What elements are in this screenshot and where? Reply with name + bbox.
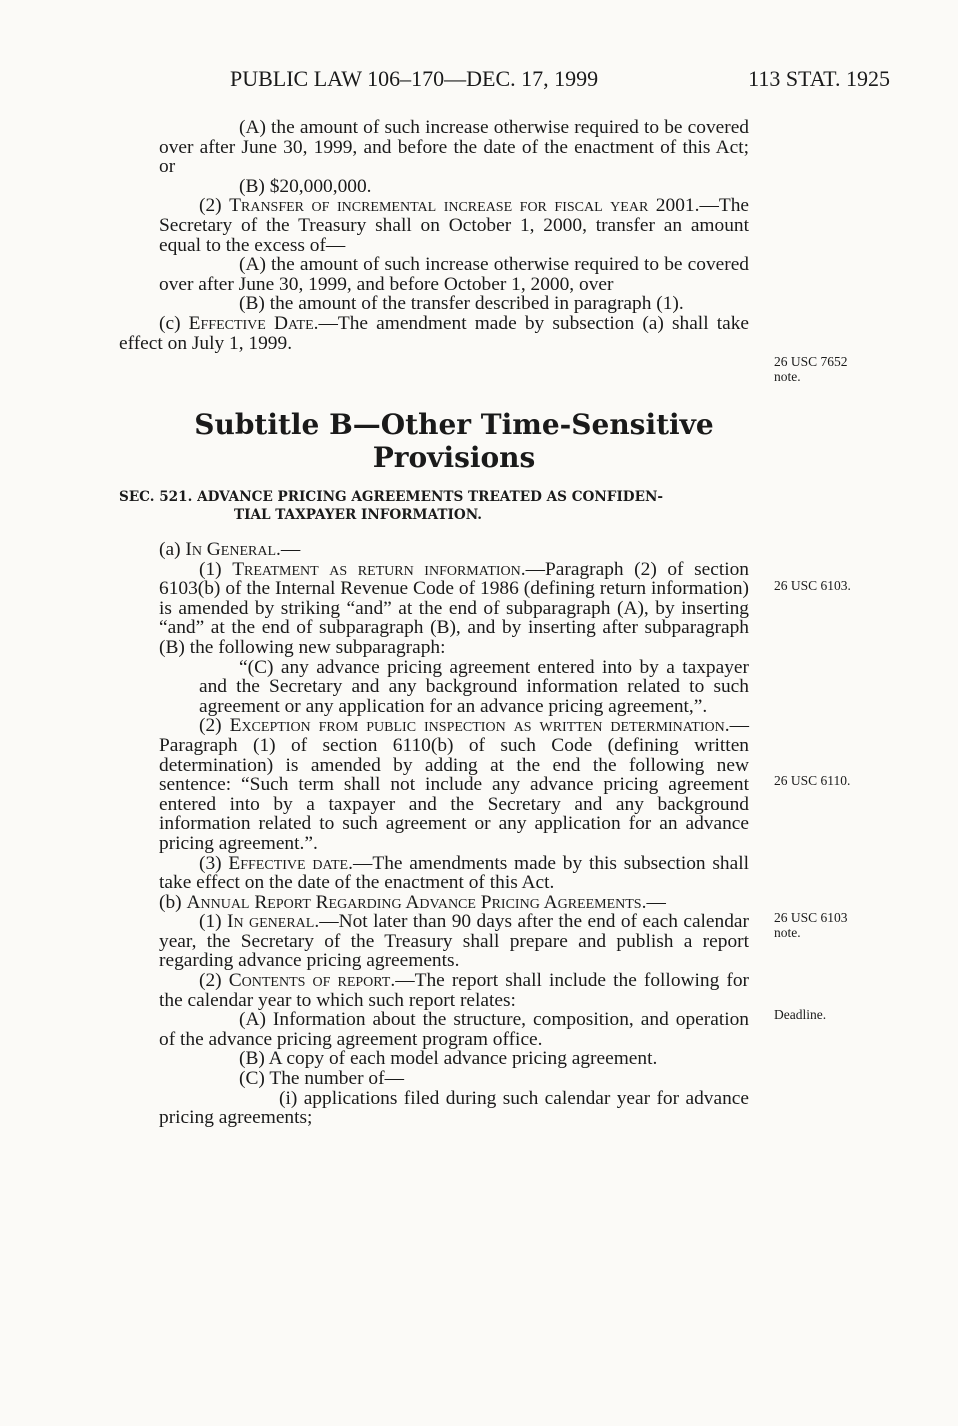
header-citation: PUBLIC LAW 106–170—DEC. 17, 1999 [230, 66, 599, 91]
text-block-top [119, 117, 749, 354]
para-a1-text: —Paragraph (2) of section 6103(b) of the Internal Revenue Code of 1986 (defining return information) is amended by striking “and” at the end of subparagraph (A), by inserting “and” at the end of subparagraph (B), and by inserting after subparagraph (B) the following new subparagraph: [159, 558, 749, 658]
margin-note-deadline: Deadline. [774, 1007, 827, 1022]
para-2-label: (2) [199, 195, 222, 217]
subtitle-line-2: Provisions [372, 441, 536, 474]
subtitle-heading [159, 408, 749, 474]
para-b2-text: —The report shall include the following for the calendar year to which such report relates: [159, 970, 749, 1011]
para-1a: (A) the amount of such increase otherwise required to be covered over after June 30, 1999, and before the date of the enactment of this Act; or [159, 117, 749, 178]
para-b2b: (B) A copy of each model advance pricing agreement. [239, 1048, 658, 1070]
para-b2a: (A) Information about the structure, composition, and operation of the advance pricing agreement program office. [159, 1009, 749, 1050]
para-b2 [159, 971, 749, 1010]
section-heading-line-1: SEC. 521. ADVANCE PRICING AGREEMENTS TREATED AS CONFIDEN- [119, 489, 664, 505]
quoted-subparagraph: “(C) any advance pricing agreement entered into by a taxpayer and the Secretary and any background information related to such agreement or any application for an advance pricing agreement,”. [199, 656, 749, 717]
subsection-a-heading: In General. [185, 539, 281, 560]
subsection-a-dash: — [280, 539, 301, 560]
para-c-heading: Effective Date. [188, 312, 319, 334]
para-2 [159, 196, 749, 255]
para-a1-label: (1) [199, 558, 222, 580]
margin-note-7652 [774, 354, 894, 384]
para-b1-heading: In general. [227, 911, 320, 933]
para-a2-heading: Exception from public inspection as written determination. [229, 715, 730, 737]
para-a3-label: (3) [199, 852, 222, 874]
section-heading-line-2: TIAL TAXPAYER INFORMATION. [234, 507, 483, 523]
para-c-label: (c) [159, 312, 181, 334]
para-a1 [159, 560, 749, 658]
margin-note-6110: 26 USC 6110. [774, 773, 851, 788]
para-b2-label: (2) [199, 970, 222, 992]
para-b1-text: —Not later than 90 days after the end of each calendar year, the Secretary of the Treasury shall prepare and publish a report regarding advance pricing agreements. [159, 911, 749, 972]
subsection-a-label: (a) [159, 539, 181, 560]
para-b2-heading: Contents of report. [228, 970, 396, 992]
text-block-section [159, 540, 749, 1128]
subsection-b [119, 893, 749, 913]
para-2b: (B) the amount of the transfer described in paragraph (1). [239, 293, 684, 315]
para-c-text: —The amendment made by subsection (a) shall take effect on July 1, 1999. [119, 312, 749, 354]
para-a2-text: —Paragraph (1) of section 6110(b) of such Code (defining written determination) is amended by adding at the end the following new sentence: “Such term shall not include any advance pricing agreement entered into by a taxpayer and the Secretary and any background information related to such agreement or any application for an advance pricing agreement.”. [159, 715, 749, 854]
para-2-heading: Transfer of incremental increase for fiscal year 2001. [229, 195, 700, 217]
margin-note-6103-note-line-2: note. [774, 925, 801, 940]
para-2-text: —The Secretary of the Treasury shall on October 1, 2000, transfer an amount equal to the excess of— [159, 195, 749, 256]
para-b1 [159, 912, 749, 971]
subsection-b-dash: — [646, 891, 666, 913]
para-a2-label: (2) [199, 715, 222, 737]
margin-note-6103-note-line-1: 26 USC 6103 [774, 910, 848, 925]
running-header [230, 66, 890, 96]
para-a3-heading: Effective date. [228, 852, 353, 874]
para-2a: (A) the amount of such increase otherwise required to be covered over after June 30, 1999, and before October 1, 2000, over [159, 254, 749, 295]
margin-note-6103: 26 USC 6103. [774, 578, 851, 593]
subsection-b-label: (b) [159, 891, 182, 913]
para-a3 [159, 854, 749, 893]
margin-note-6103-note [774, 910, 894, 940]
para-b2c-i: (i) applications filed during such calendar year for advance pricing agreements; [159, 1087, 749, 1129]
subsection-a [119, 540, 749, 560]
para-a3-text: —The amendments made by this subsection shall take effect on the date of the enactment of this Act. [159, 852, 749, 894]
subtitle-line-1: Subtitle B—Other Time-Sensitive [194, 408, 714, 441]
para-b2c: (C) The number of— [239, 1068, 404, 1090]
para-a2 [159, 716, 749, 853]
margin-note-7652-line-2: note. [774, 369, 801, 384]
header-stat-page: 113 STAT. 1925 [748, 66, 890, 91]
para-1b: (B) $20,000,000. [239, 175, 372, 197]
section-heading [119, 488, 749, 524]
subsection-b-heading: Annual Report Regarding Advance Pricing Agreements. [186, 891, 647, 913]
para-c [119, 314, 749, 353]
para-a1-heading: Treatment as return information. [232, 558, 526, 580]
para-b1-label: (1) [199, 911, 222, 933]
margin-note-7652-line-1: 26 USC 7652 [774, 354, 848, 369]
